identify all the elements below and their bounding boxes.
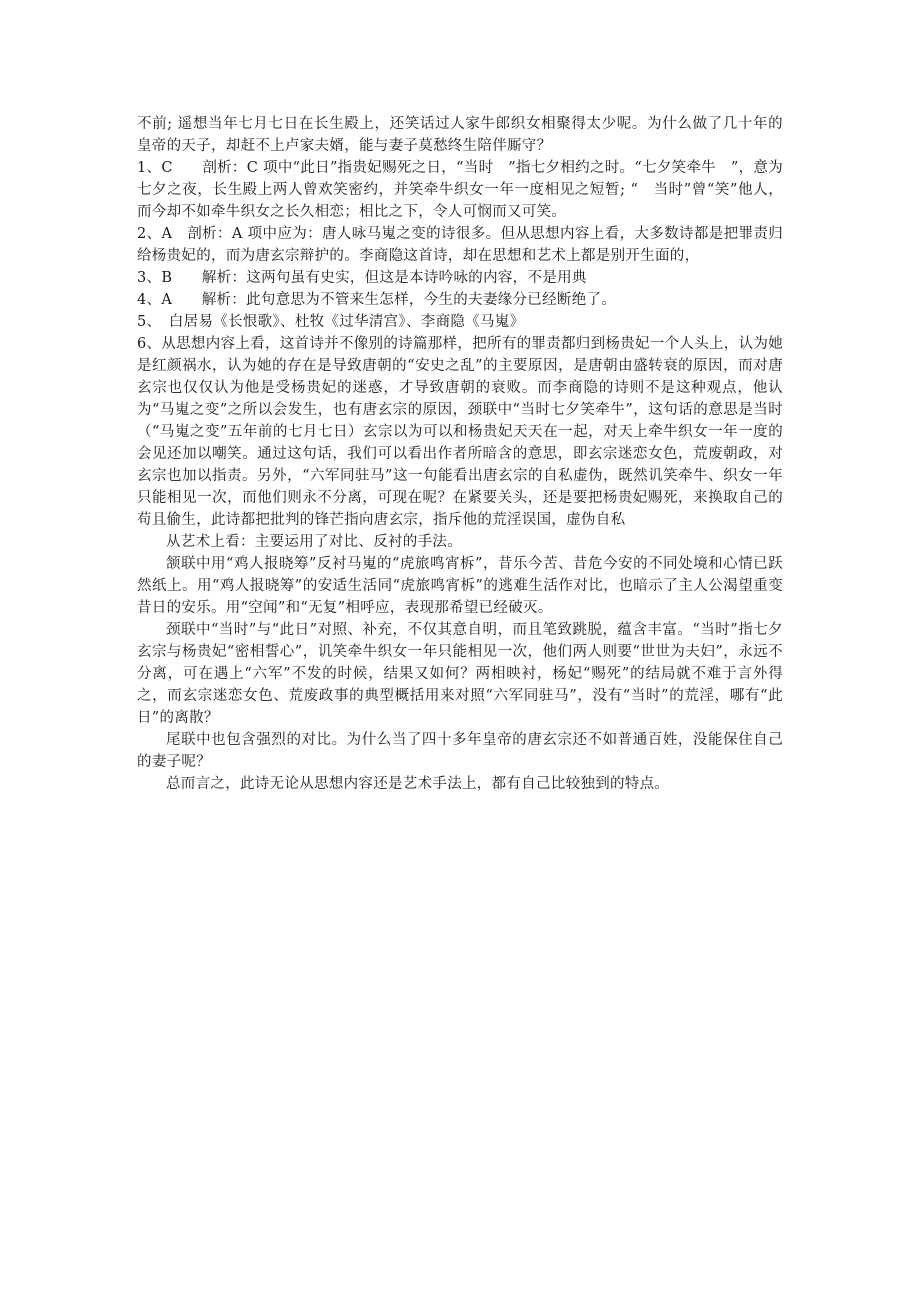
conclusion-paragraph: 总而言之，此诗无论从思想内容还是艺术手法上，都有自己比较独到的特点。 [166, 776, 670, 792]
answer-2: 2、A 剖析：A 项中应为：唐人咏马嵬之变的诗很多。但从思想内容上看，大多数诗都是把罪责归给杨贵妃的，而为唐玄宗辩护的。李商隐这首诗，却在思想和艺术上都是别开生面的， [137, 226, 783, 264]
answer-5: 5、 白居易《长恨歌》、杜牧《过华清宫》、李商隐《马嵬》 [137, 314, 525, 330]
answer-6: 6、从思想内容上看，这首诗并不像别的诗篇那样，把所有的罪责都归到杨贵妃一个人头上，认为她是红颜祸水，认为她的存在是导致唐朝的“安史之乱”的主要原因，是唐朝由盛转衰的原因，而对唐玄宗也仅仅认为他是受杨贵妃的迷惑，才导致唐朝的衰败。而李商隐的诗则不是这种观点，他认为“马嵬之变”之所以会发生，也有唐玄宗的原因，颈联中“当时七夕笑牵牛”，这句话的意思是当时（“马嵬之变”五年前的七月七日）玄宗以为可以和杨贵妃天天在一起，对天上牵牛织女一年一度的会见还加以嘲笑。通过这句话，我们可以看出作者所暗含的意思，即玄宗迷恋女色，荒废朝政，对玄宗也加以指责。另外，“六军同驻马”这一句能看出唐玄宗的自私虚伪，既然讥笑牵牛、织女一年只能相见一次，而他们则永不分离，可现在呢？在紧要关头，还是要把杨贵妃赐死，来换取自己的苟且偷生，此诗都把批判的锋芒指向唐玄宗，指斥他的荒淫误国，虚伪自私 [137, 336, 783, 528]
art-analysis-jinglian: 颈联中“当时”与“此日”对照、补充，不仅其意自明，而且笔致跳脱，蕴含丰富。“当时”指七夕玄宗与杨贵妃“密相誓心”，讥笑牵牛织女一年只能相见一次，他们两人则要“世世为夫妇”，永远不分离，可在遇上“六军”不发的时候，结果又如何？两相映衬，杨妃“赐死”的结局就不难于言外得之，而玄宗迷恋女色、荒废政事的典型概括用来对照“六军同驻马”，没有“当时”的荒淫，哪有“此日”的离散？ [137, 622, 783, 726]
art-analysis-hanlian: 颔联中用“鸡人报晓筹”反衬马嵬的“虎旅鸣宵柝”，昔乐今苦、昔危今安的不同处境和心情已跃然纸上。用“鸡人报晓筹”的安适生活同“虎旅鸣宵柝”的逃难生活作对比，也暗示了主人公渴望重变昔日的安乐。用“空闻”和“无复”相呼应，表现那希望已经破灭。 [137, 556, 783, 616]
art-analysis-intro: 从艺术上看：主要运用了对比、反衬的手法。 [166, 534, 462, 550]
answer-3: 3、B 解析：这两句虽有史实，但这是本诗吟咏的内容，不是用典 [137, 270, 587, 286]
answer-1: 1、C 剖析：C 项中“此日”指贵妃赐死之日，“当时 ”指七夕相约之时。“七夕笑牵牛 ”，意为七夕之夜，长生殿上两人曾欢笑密约，并笑牵牛织女一年一度相见之短暂; “ 当时”曾“笑”他人，而今却不如牵牛织女之长久相恋；相比之下，令人可悯而又可笑。 [137, 160, 783, 220]
document-body [137, 113, 783, 795]
art-analysis-weilian: 尾联中也包含强烈的对比。为什么当了四十多年皇帝的唐玄宗还不如普通百姓，没能保住自己的妻子呢？ [137, 732, 783, 770]
answer-4: 4、A 解析：此句意思为不管来生怎样，今生的夫妻缘分已经断绝了。 [137, 292, 617, 308]
paragraph-intro-continuation: 不前; 遥想当年七月七日在长生殿上，还笑话过人家牛郎织女相聚得太少呢。为什么做了几十年的皇帝的天子，却赶不上卢家夫婿，能与妻子莫愁终生陪伴厮守？ [137, 116, 783, 154]
